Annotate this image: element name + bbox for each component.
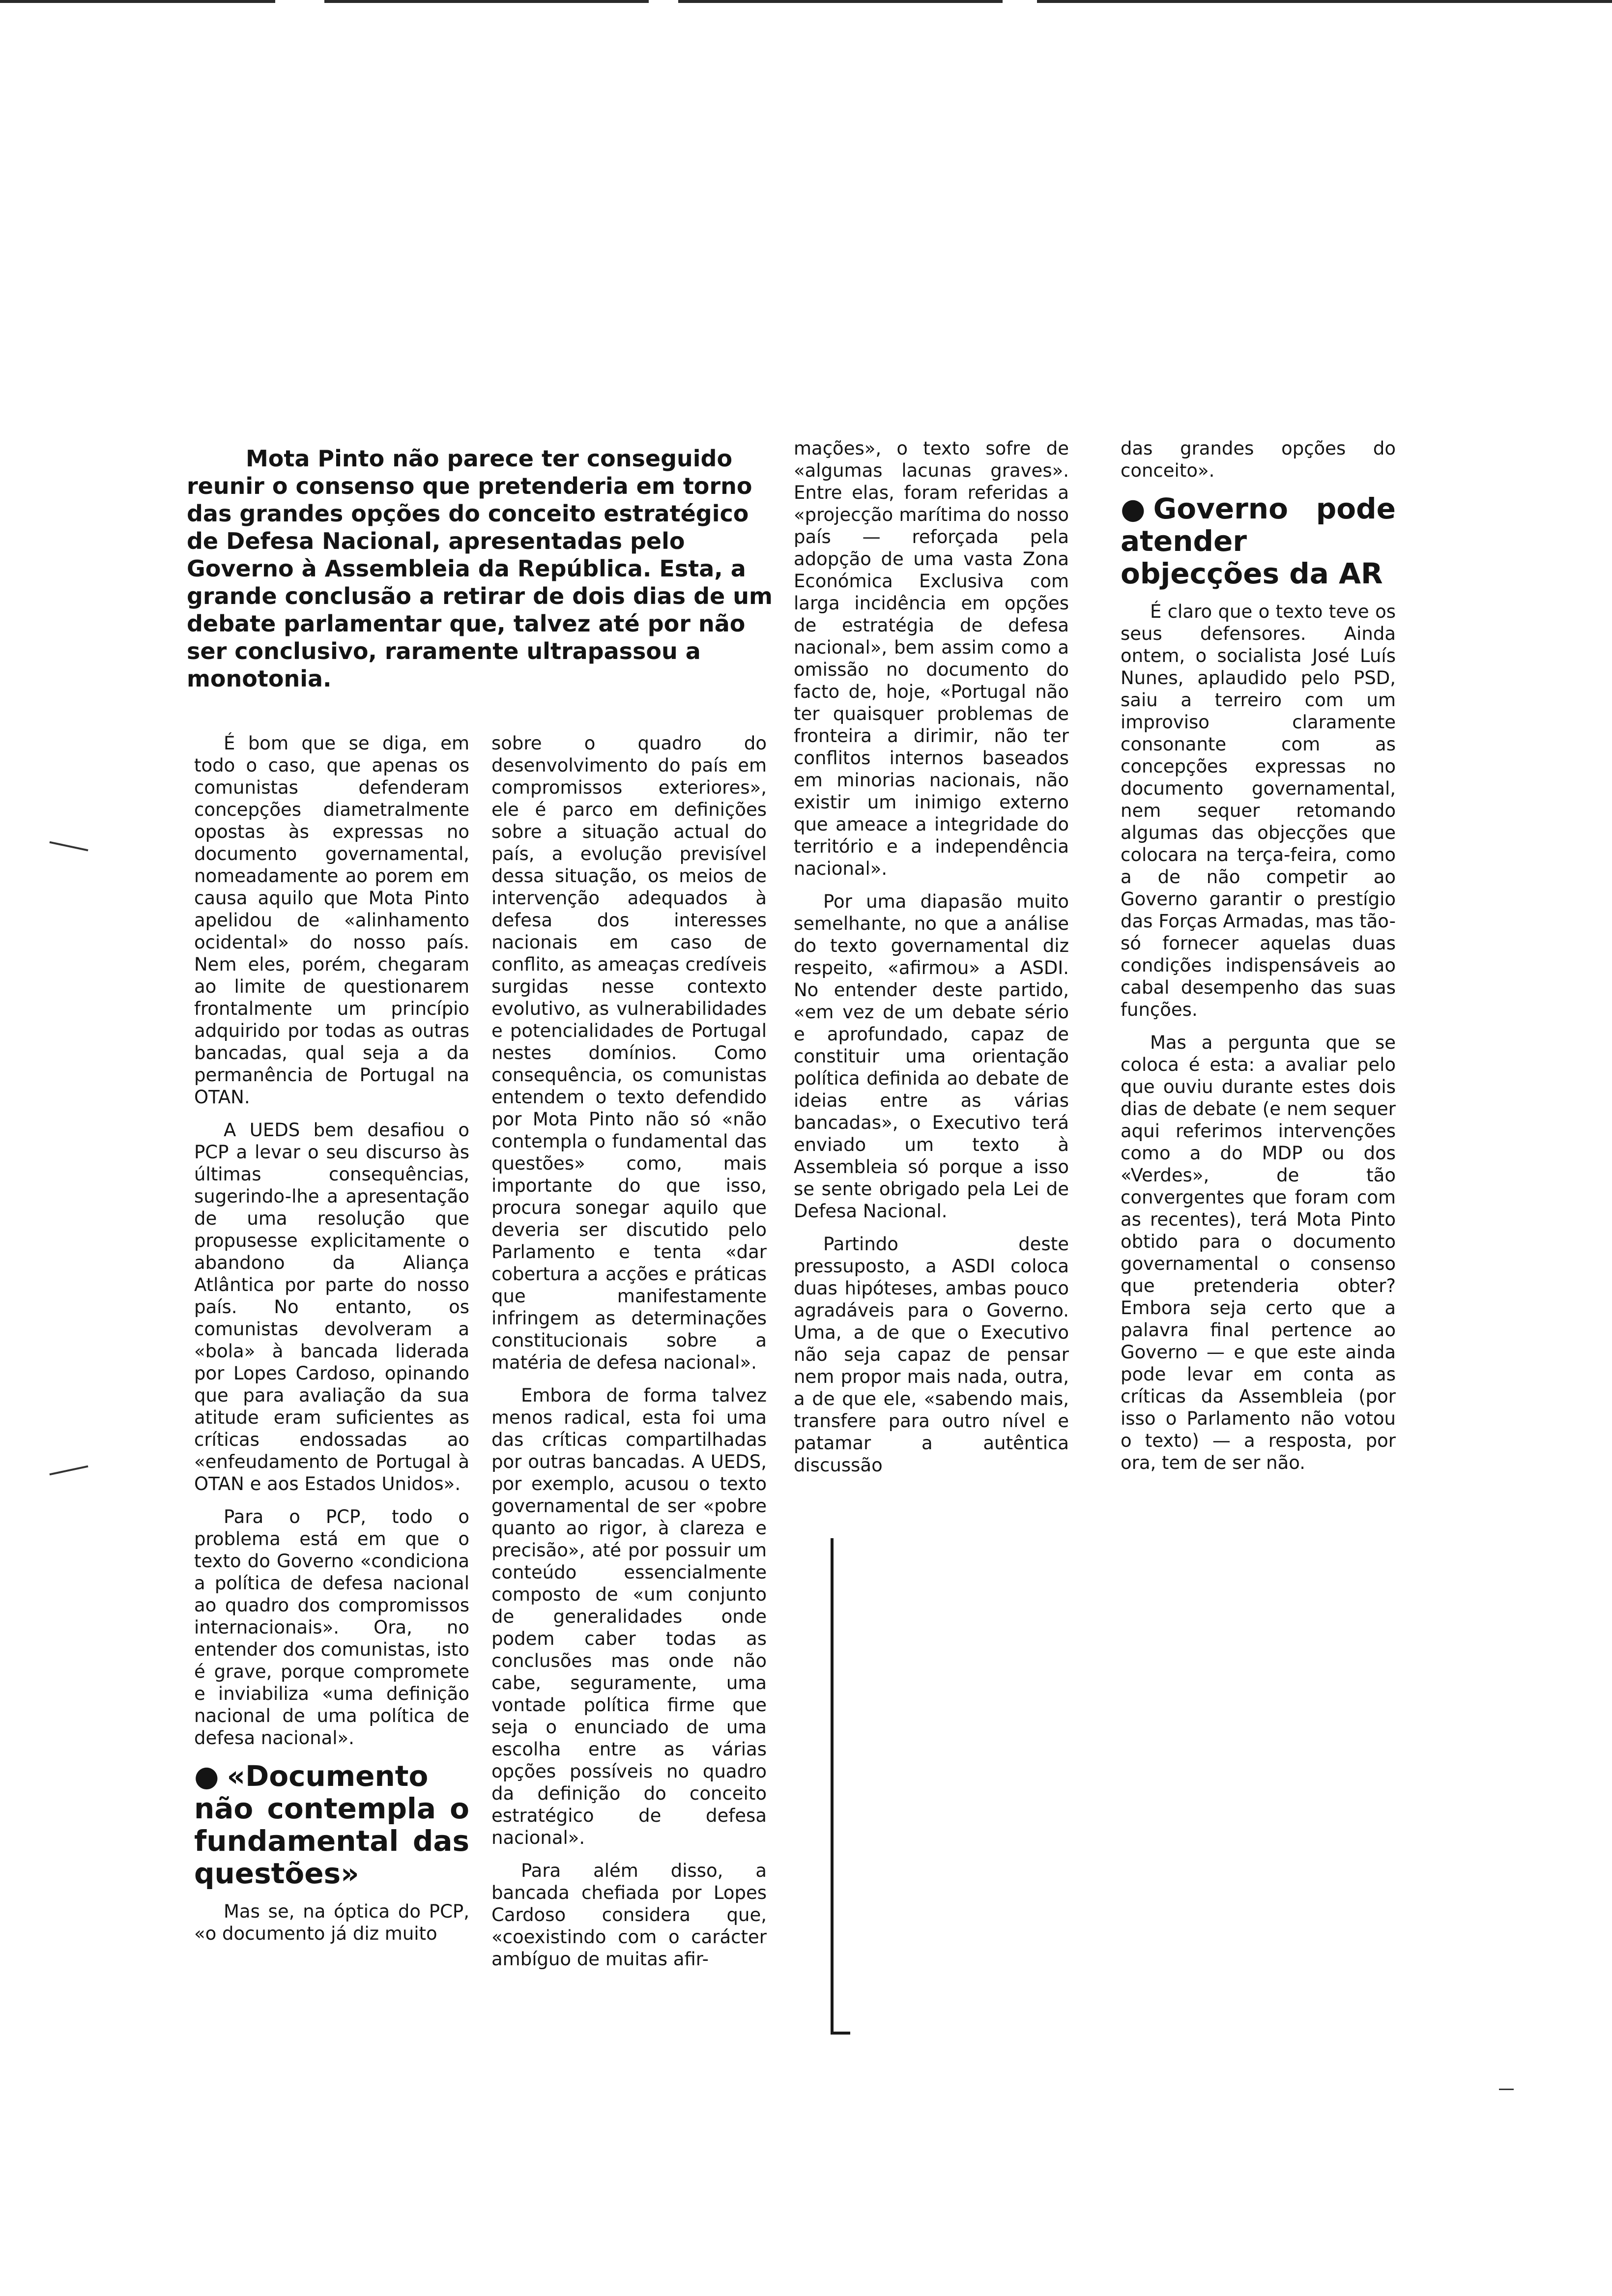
column-3 [794, 437, 1069, 1487]
col3-paragraph-1: mações», o texto sofre de «algumas lacunas graves». Entre elas, foram referidas a «projecção marítima do nosso país — reforçada pela adopção de uma vasta Zona Económica Exclusiva com larga incidência em opções de estratégia de defesa nacional», bem assim como a omissão no documento do facto de, hoje, «Portugal não ter quaisquer problemas de fronteira a dirimir, não ter conflitos internos baseados em minorias nacionais, não existir um inimigo externo que ameace a integridade do território e a independência nacional». [794, 438, 1069, 879]
column-bracket-foot [831, 2032, 850, 2035]
col2-paragraph-2: Embora de forma talvez menos radical, esta foi uma das críticas compartilhadas por outras bancadas. A UEDS, por exemplo, acusou o texto governamental de ser «pobre quanto ao rigor, à clareza e precisão», até por possuir um conteúdo essencialmente composto de «um conjunto de generalidades onde podem caber todas as conclusões mas onde não cabe, seguramente, uma vontade política firme que seja o enunciado de uma escolha entre as várias opções possíveis no quadro da definição do conceito estratégico de defesa nacional». [491, 1385, 767, 1848]
subhead-documento-text: «Documento não contempla o fundamental das questões» [194, 1759, 469, 1890]
top-rule-1 [0, 0, 275, 3]
scan-mark [49, 841, 88, 852]
lead-paragraph: Mota Pinto não parece ter conseguido reunir o consenso que pretenderia em torno das grandes opções do conceito estratégico de Defesa Nacional, apresentadas pelo Governo à Assembleia da República. Esta, a grande conclusão a retirar de dois dias de um debate parlamentar que, talvez até por não ser conclusivo, raramente ultrapassou a monotonia. [187, 445, 773, 692]
scan-mark [1499, 2089, 1514, 2090]
bullet-icon: ● [1121, 492, 1146, 525]
col4-paragraph-1: É claro que o texto teve os seus defensores. Ainda ontem, o socialista José Luís Nunes, aplaudido pelo PSD, saiu a terreiro com um improviso claramente consonante com as concepções expressas no documento governamental, nem sequer retomando algumas das objecções que colocara na terça-feira, como a de não competir ao Governo garantir o prestígio das Forças Armadas, mas tão-só fornecer aquelas duas condições indispensáveis ao cabal desempenho das suas funções. [1121, 601, 1396, 1020]
col3-paragraph-2: Por uma diapasão muito semelhante, no que a análise do texto governamental diz respeito, «afirmou» a ASDI. No entender deste partido, «em vez de um debate sério e aprofundado, capaz de constituir uma orientação política definida ao debate de ideias entre as várias bancadas», o Executivo terá enviado um texto à Assembleia só porque a isso se sente obrigado pela Lei de Defesa Nacional. [794, 891, 1069, 1222]
bullet-icon: ● [194, 1759, 219, 1793]
column-1 [194, 732, 469, 1955]
column-2 [491, 732, 767, 1981]
top-rule-2 [324, 0, 649, 3]
col2-paragraph-1: sobre o quadro do desenvolvimento do país em compromissos exteriores», ele é parco em definições sobre a situação actual do país, a evolução previsível dessa situação, os meios de intervenção adequados à defesa dos interesses nacionais em caso de conflito, as ameaças credíveis surgidas nesse contexto evolutivo, as vulnerabilidades e potencialidades de Portugal nestes domínios. Como consequência, os comunistas entendem o texto defendido por Mota Pinto não só «não contempla o fundamental das questões» como, mais importante do que isso, procura sonegar aquilo que deveria ser discutido pelo Parlamento e tenta «dar cobertura a acções e práticas que manifestamente infringem as determinações constitucionais sobre a matéria de defesa nacional». [491, 733, 767, 1373]
col2-paragraph-3: Para além disso, a bancada chefiada por Lopes Cardoso considera que, «coexistindo com o carácter ambíguo de muitas afir- [491, 1860, 767, 1970]
top-rule-3 [678, 0, 1003, 3]
col4-paragraph-0: das grandes opções do conceito». [1121, 438, 1396, 481]
col4-paragraph-2: Mas a pergunta que se coloca é esta: a avaliar pelo que ouviu durante estes dois dias de debate (e nem sequer aqui referimos intervenções como a do MDP ou dos «Verdes», de tão convergentes que foram com as recentes), terá Mota Pinto obtido para o documento governamental o consenso que pretenderia obter? Embora seja certo que a palavra final pertence ao Governo — e que este ainda pode levar em conta as críticas da Assembleia (por isso o Parlamento não votou o texto) — a resposta, por ora, tem de ser não. [1121, 1032, 1396, 1473]
subhead-documento [194, 1760, 469, 1890]
column-bracket-line [831, 1538, 834, 2035]
col1-paragraph-1: É bom que se diga, em todo o caso, que apenas os comunistas defenderam concepções diametralmente opostas às expressas no documento governamental, nomeadamente ao porem em causa aquilo que Mota Pinto apelidou de «alinhamento ocidental» do nosso país. Nem eles, porém, chegaram ao limite de questionarem frontalmente um princípio adquirido por todas as outras bancadas, qual seja a da permanência de Portugal na OTAN. [194, 733, 469, 1108]
top-rule-4 [1037, 0, 1612, 3]
col1-paragraph-4: Mas se, na óptica do PCP, «o documento já diz muito [194, 1901, 469, 1944]
col1-paragraph-2: A UEDS bem desafiou o PCP a levar o seu discurso às últimas consequências, sugerindo-lhe a apresentação de uma resolução que propusesse explicitamente o abandono da Aliança Atlântica por parte do nosso país. No entanto, os comunistas devolveram a «bola» à bancada liderada por Lopes Cardoso, opinando que para avaliação da sua atitude eram suficientes as críticas endossadas ao «enfeudamento de Portugal à OTAN e aos Estados Unidos». [194, 1119, 469, 1494]
col3-paragraph-3: Partindo deste pressuposto, a ASDI coloca duas hipóteses, ambas pouco agradáveis para o Governo. Uma, a de que o Executivo não seja capaz de pensar nem propor mais nada, outra, a de que ele, «sabendo mais, transfere para outro nível e patamar a autêntica discussão [794, 1234, 1069, 1476]
scan-mark [49, 1465, 88, 1476]
column-4 [1121, 437, 1396, 1485]
subhead-governo-text: Governo pode atender objecções da AR [1121, 492, 1396, 590]
col1-paragraph-3: Para o PCP, todo o problema está em que o texto do Governo «condiciona a política de defesa nacional ao quadro dos compromissos internacionais». Ora, no entender dos comunistas, isto é grave, porque compromete e inviabiliza «uma definição nacional de uma política de defesa nacional». [194, 1506, 469, 1749]
subhead-governo [1121, 492, 1396, 590]
